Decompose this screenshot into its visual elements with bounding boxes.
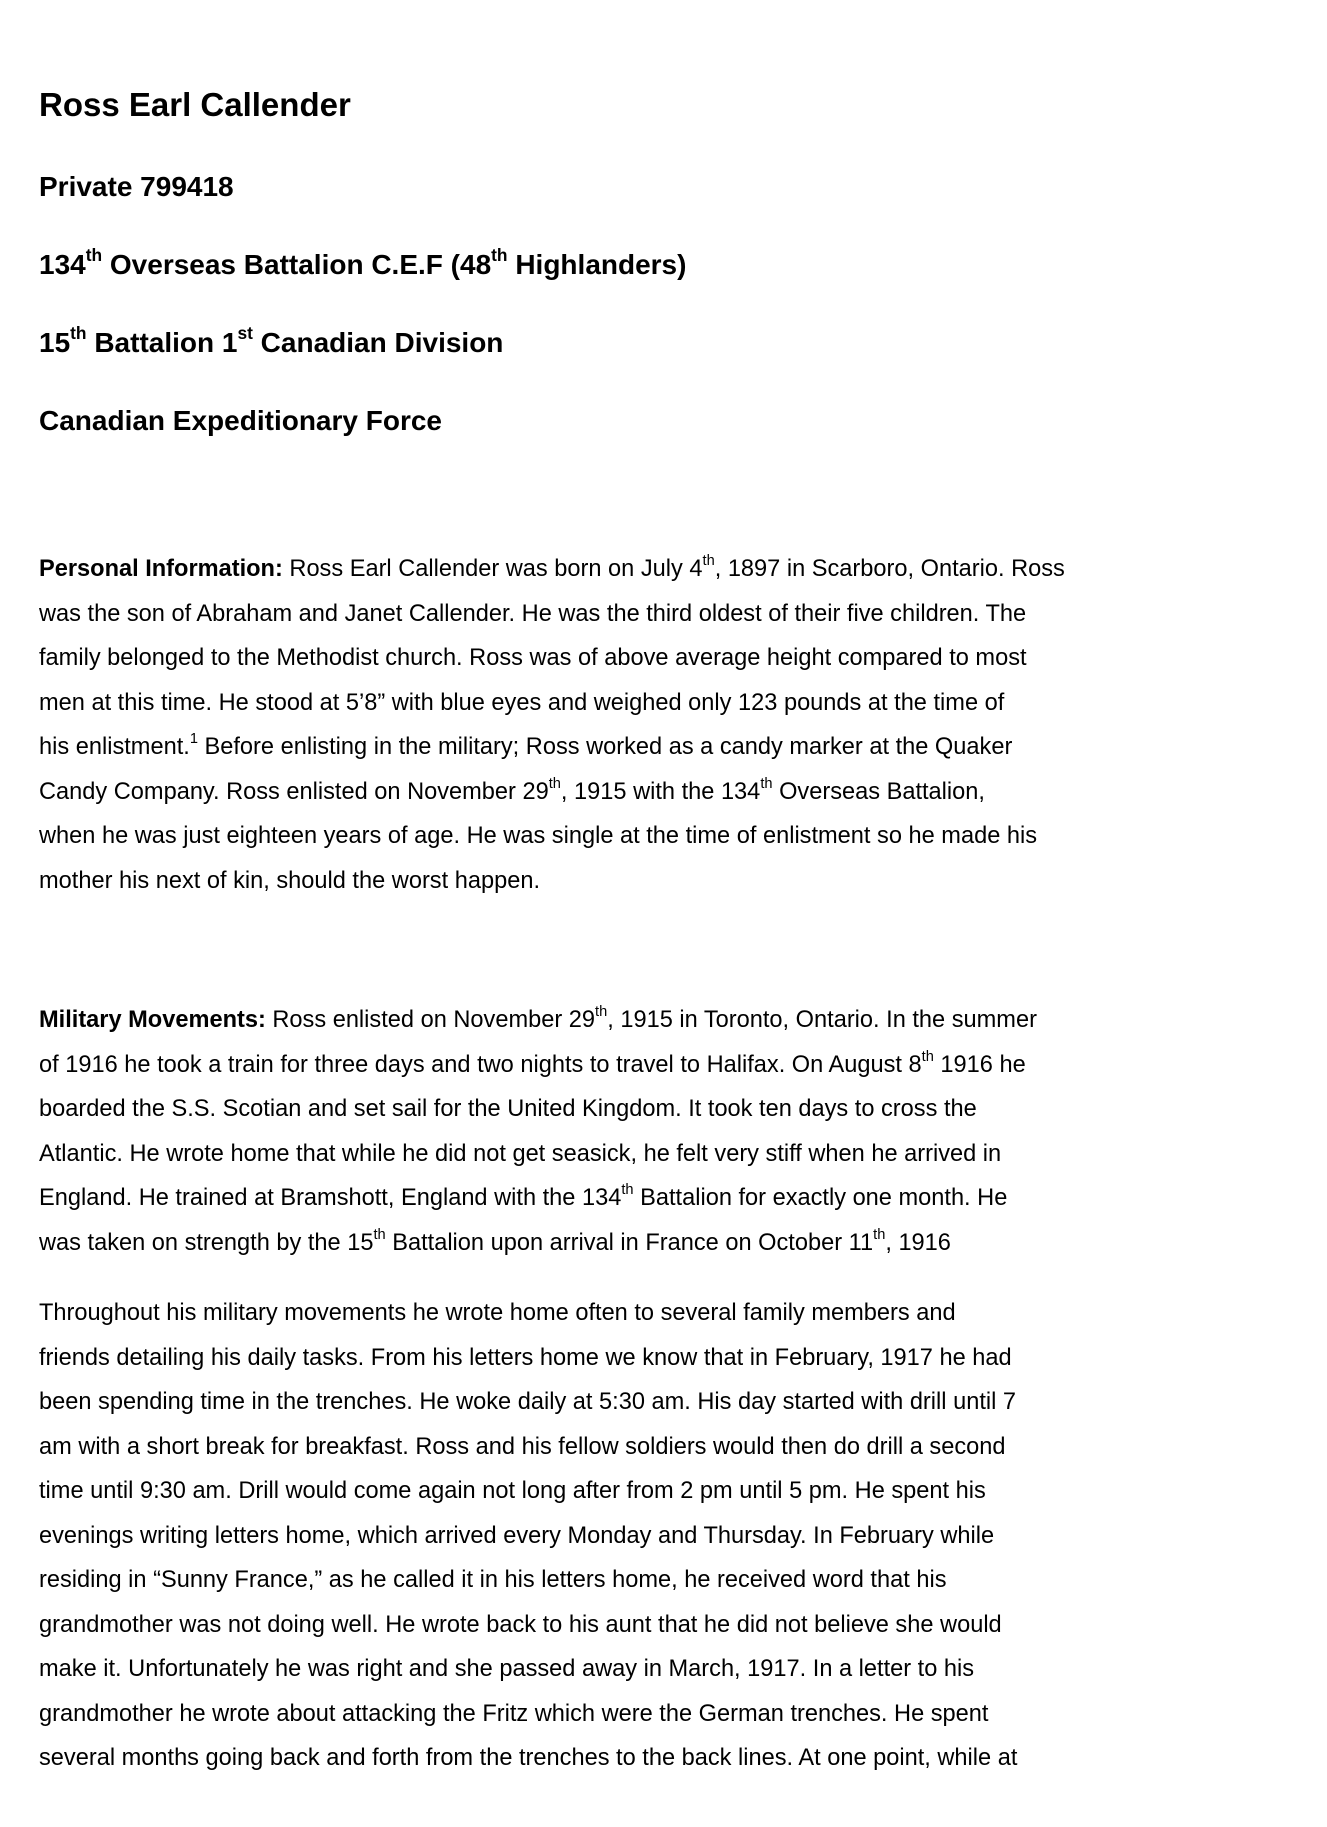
text-run: Atlantic. He wrote home that while he did not get seasick, he felt very stiff when he arrived in	[39, 1140, 1002, 1167]
text-line	[39, 770, 1065, 815]
superscript: th	[548, 775, 561, 792]
daily-life-paragraph	[39, 1291, 1017, 1781]
text-line	[39, 859, 1065, 904]
text-line	[39, 1087, 1037, 1132]
text-line	[39, 814, 1065, 859]
text-run: when he was just eighteen years of age. He was single at the time of enlistment so he made his	[39, 823, 1038, 849]
text-run: Throughout his military movements he wrote home often to several family members and	[39, 1300, 956, 1326]
text-run: men at this time. He stood at 5’8” with blue eyes and weighed only 123 pounds at the time of	[39, 689, 1005, 716]
text-run: , 1915 with the 134	[560, 778, 761, 805]
text-run: was the son of Abraham and Janet Callender. He was the third oldest of their five children. The	[39, 600, 1027, 627]
text-line	[39, 547, 1065, 592]
text-line	[39, 1603, 1017, 1648]
text-run: was taken on strength by the 15	[39, 1229, 374, 1256]
text-run: England. He trained at Bramshott, England with the 134	[39, 1185, 622, 1211]
text-run: Overseas Battalion,	[772, 778, 985, 805]
text-run: Overseas Battalion C.E.F (48	[102, 249, 492, 280]
text-run: friends detailing his daily tasks. From his letters home we know that in February, 1917 he had	[39, 1344, 1012, 1371]
personal-information-paragraph	[39, 547, 1065, 903]
text-run: grandmother was not doing well. He wrote back to his aunt that he did not believe she would	[39, 1611, 1002, 1638]
text-run: several months going back and forth from the trenches to the back lines. At one point, while at	[39, 1745, 1018, 1771]
text-run: Canadian Expeditionary Force	[39, 405, 442, 436]
text-line	[39, 681, 1065, 726]
text-run: am with a short break for breakfast. Ross and his fellow soldiers would then do drill a second	[39, 1433, 1006, 1460]
text-line	[39, 1221, 1037, 1266]
text-run: Canadian Division	[252, 327, 504, 358]
battalion-heading	[39, 244, 687, 281]
superscript: th	[921, 1048, 934, 1065]
text-run: Ross Earl Callender	[39, 86, 351, 123]
text-run: Battalion upon arrival in France on October 11	[385, 1229, 874, 1256]
division-heading	[39, 322, 504, 359]
text-line	[39, 1132, 1037, 1177]
text-line	[39, 592, 1065, 637]
text-line	[39, 1647, 1017, 1692]
text-run: residing in “Sunny France,” as he called it in his letters home, he received word that his	[39, 1567, 947, 1593]
text-run: Before enlisting in the military; Ross worked as a candy marker at the Quaker	[197, 734, 1013, 760]
force-heading	[39, 405, 442, 437]
text-run: make it. Unfortunately he was right and she passed away in March, 1917. In a letter to his	[39, 1656, 975, 1682]
text-run: Highlanders)	[507, 249, 687, 280]
text-line	[39, 1425, 1017, 1470]
text-run: 15	[39, 327, 71, 358]
text-run: 134	[39, 249, 86, 280]
text-line	[39, 1176, 1037, 1221]
section-label: Military Movements:	[39, 1007, 266, 1033]
superscript: th	[85, 244, 103, 265]
text-run: time until 9:30 am. Drill would come again not long after from 2 pm until 5 pm. He spent his	[39, 1478, 986, 1504]
superscript: th	[70, 322, 87, 343]
text-line	[39, 1291, 1017, 1336]
superscript: th	[760, 775, 773, 792]
text-line	[39, 998, 1037, 1043]
text-line	[39, 1380, 1017, 1425]
text-line	[39, 1692, 1017, 1737]
text-line	[39, 1469, 1017, 1514]
text-run: Ross enlisted on November 29	[265, 1007, 596, 1033]
superscript: 1	[189, 731, 198, 748]
text-run: family belonged to the Methodist church. Ross was of above average height compared to most	[39, 645, 1027, 671]
text-line	[39, 636, 1065, 681]
text-run: 1916 he	[933, 1051, 1026, 1078]
superscript: th	[595, 1004, 608, 1021]
page-title	[39, 86, 351, 124]
rank-heading	[39, 171, 234, 203]
superscript: st	[237, 322, 253, 343]
superscript: th	[873, 1226, 886, 1243]
text-run: his enlistment.	[39, 734, 190, 760]
text-line	[39, 1736, 1017, 1781]
text-run: evenings writing letters home, which arrived every Monday and Thursday. In February while	[39, 1522, 995, 1549]
text-run: of 1916 he took a train for three days and two nights to travel to Halifax. On August 8	[39, 1051, 922, 1078]
text-line	[39, 1514, 1017, 1559]
text-run: Candy Company. Ross enlisted on November 29	[39, 778, 549, 805]
military-movements-paragraph	[39, 998, 1037, 1265]
superscript: th	[491, 244, 508, 265]
section-label: Personal Information:	[39, 556, 283, 582]
superscript: th	[702, 553, 715, 570]
text-run: Battalion for exactly one month. He	[633, 1185, 1008, 1211]
text-run: , 1915 in Toronto, Ontario. In the summer	[607, 1007, 1037, 1033]
text-run: Battalion 1	[86, 327, 238, 358]
text-run: , 1916	[885, 1229, 951, 1256]
text-run: grandmother he wrote about attacking the Fritz which were the German trenches. He spent	[39, 1700, 989, 1727]
text-line	[39, 1336, 1017, 1381]
text-run: mother his next of kin, should the worst happen.	[39, 867, 540, 894]
text-line	[39, 1043, 1037, 1088]
text-run: Private 799418	[39, 171, 234, 202]
superscript: th	[373, 1226, 386, 1243]
text-run: , 1897 in Scarboro, Ontario. Ross	[714, 556, 1065, 582]
text-run: Ross Earl Callender was born on July 4	[282, 556, 703, 582]
text-line	[39, 1558, 1017, 1603]
text-line	[39, 725, 1065, 770]
text-run: been spending time in the trenches. He woke daily at 5:30 am. His day started with drill until 7	[39, 1389, 1017, 1415]
text-run: boarded the S.S. Scotian and set sail for the United Kingdom. It took ten days to cross the	[39, 1096, 977, 1122]
superscript: th	[621, 1182, 634, 1199]
